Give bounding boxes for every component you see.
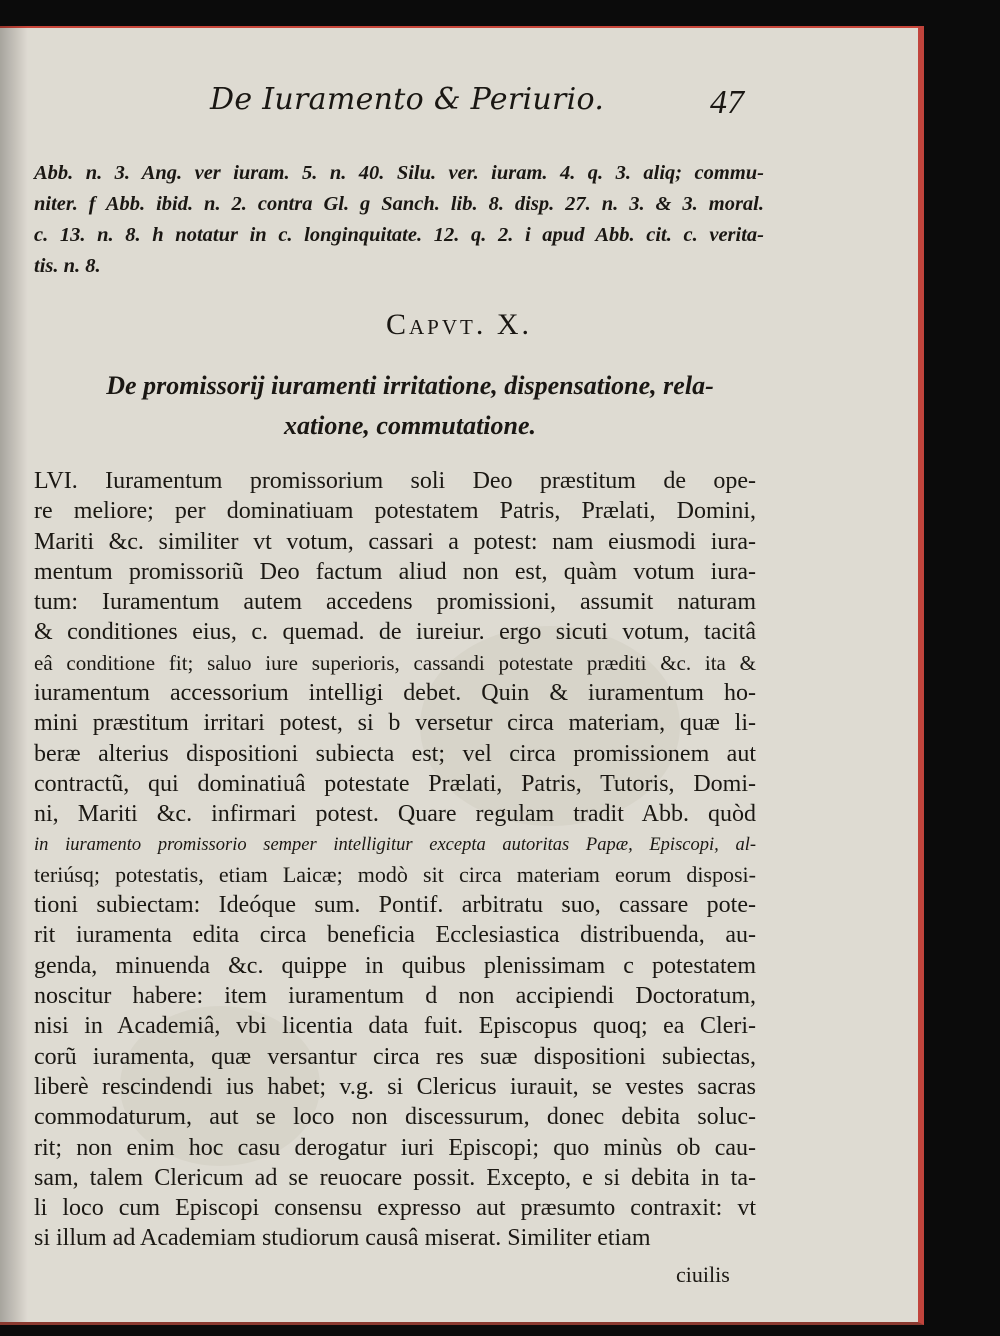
body-line: tum: Iuramentum autem accedens promissioni, assumit naturam xyxy=(34,589,756,616)
body-line: nisi in Academiâ, vbi licentia data fuit. Episcopus quoq; ea Cleri- xyxy=(34,1013,756,1040)
subtitle-line: xatione, commutatione. xyxy=(283,411,537,440)
body-line: ni, Mariti &c. infirmari potest. Quare regulam tradit Abb. quòd xyxy=(34,801,756,828)
body-line: sam, talem Clericum ad se reuocare possit. Excepto, e si debita in ta- xyxy=(34,1164,756,1191)
page-number: 47 xyxy=(710,84,744,121)
body-line: mentum promissoriũ Deo factum aliud non est, quàm votum iura- xyxy=(34,558,756,585)
spine-shadow xyxy=(0,26,28,1322)
body-line: corũ iuramenta, quæ versantur circa res suæ dispositioni subiectas, xyxy=(34,1043,756,1070)
body-line: Mariti &c. similiter vt votum, cassari a potest: nam eiusmodi iura- xyxy=(34,528,756,555)
body-line: commodaturum, aut se loco non discessurum, donec debita soluc- xyxy=(34,1104,756,1131)
body-line: contractũ, qui dominatiuâ potestate Prælati, Patris, Tutoris, Domi- xyxy=(34,770,756,797)
body-line: teriúsq; potestatis, etiam Laicæ; modò sit circa materiam eorum disposi- xyxy=(34,861,756,887)
body-line: beræ alterius dispositioni subiecta est; vel circa promissionem aut xyxy=(34,740,756,767)
body-text xyxy=(34,466,756,1254)
body-line: rit; non enim hoc casu derogatur iuri Episcopi; quo minùs ob cau- xyxy=(34,1134,756,1161)
note-line: c. 13. n. 8. h notatur in c. longinquitate. 12. q. 2. i apud Abb. cit. c. verita- xyxy=(34,224,764,246)
body-line: rit iuramenta edita circa beneficia Ecclesiastica distribuenda, au- xyxy=(34,922,756,949)
book-page xyxy=(0,26,924,1325)
note-line: tis. n. 8. xyxy=(34,255,101,277)
running-head: De Iuramento & Periurio. xyxy=(210,82,605,117)
body-line: liberè rescindendi ius habet; v.g. si Clericus iurauit, se vestes sacras xyxy=(34,1073,756,1100)
body-line: & conditiones eius, c. quemad. de iureiur. ergo sicuti votum, tacitâ xyxy=(34,619,756,646)
body-line: li loco cum Episcopi consensu expresso aut præsumto contraxit: vt xyxy=(34,1195,756,1222)
note-line: Abb. n. 3. Ang. ver iuram. 5. n. 40. Silu. ver. iuram. 4. q. 3. aliq; commu- xyxy=(34,162,764,184)
chapter-heading: Capvt. X. xyxy=(385,308,532,341)
body-line: noscitur habere: item iuramentum d non accipiendi Doctoratum, xyxy=(34,983,756,1010)
body-line: tioni subiectam: Ideóque sum. Pontif. arbitratu suo, cassare pote- xyxy=(34,892,756,919)
body-line: iuramentum accessorium intelligi debet. Quin & iuramentum ho- xyxy=(34,680,756,707)
marginal-notes xyxy=(34,158,764,282)
subtitle-line: De promissorij iuramenti irritatione, dispensatione, rela- xyxy=(106,371,714,400)
body-line: mini præstitum irritari potest, si b versetur circa materiam, quæ li- xyxy=(34,710,756,737)
body-line: genda, minuenda &c. quippe in quibus plenissimam c potestatem xyxy=(34,952,756,979)
body-line: in iuramento promissorio semper intelligitur excepta autoritas Papæ, Episcopi, al- xyxy=(34,834,756,855)
catchword: ciuilis xyxy=(676,1262,730,1287)
body-line: si illum ad Academiam studiorum causâ miserat. Similiter etiam xyxy=(34,1225,651,1252)
note-line: niter. f Abb. ibid. n. 2. contra Gl. g Sanch. lib. 8. disp. 27. n. 3. & 3. moral. xyxy=(34,193,764,215)
scan-top-border xyxy=(0,0,1000,28)
body-line: re meliore; per dominatiuam potestatem Patris, Prælati, Domini, xyxy=(34,498,756,525)
body-line: LVI. Iuramentum promissorium soli Deo præstitum de ope- xyxy=(34,468,756,494)
chapter-subtitle xyxy=(60,366,760,446)
body-line: eâ conditione fit; saluo iure superioris, cassandi potestate præditi &c. ita & xyxy=(34,650,756,675)
